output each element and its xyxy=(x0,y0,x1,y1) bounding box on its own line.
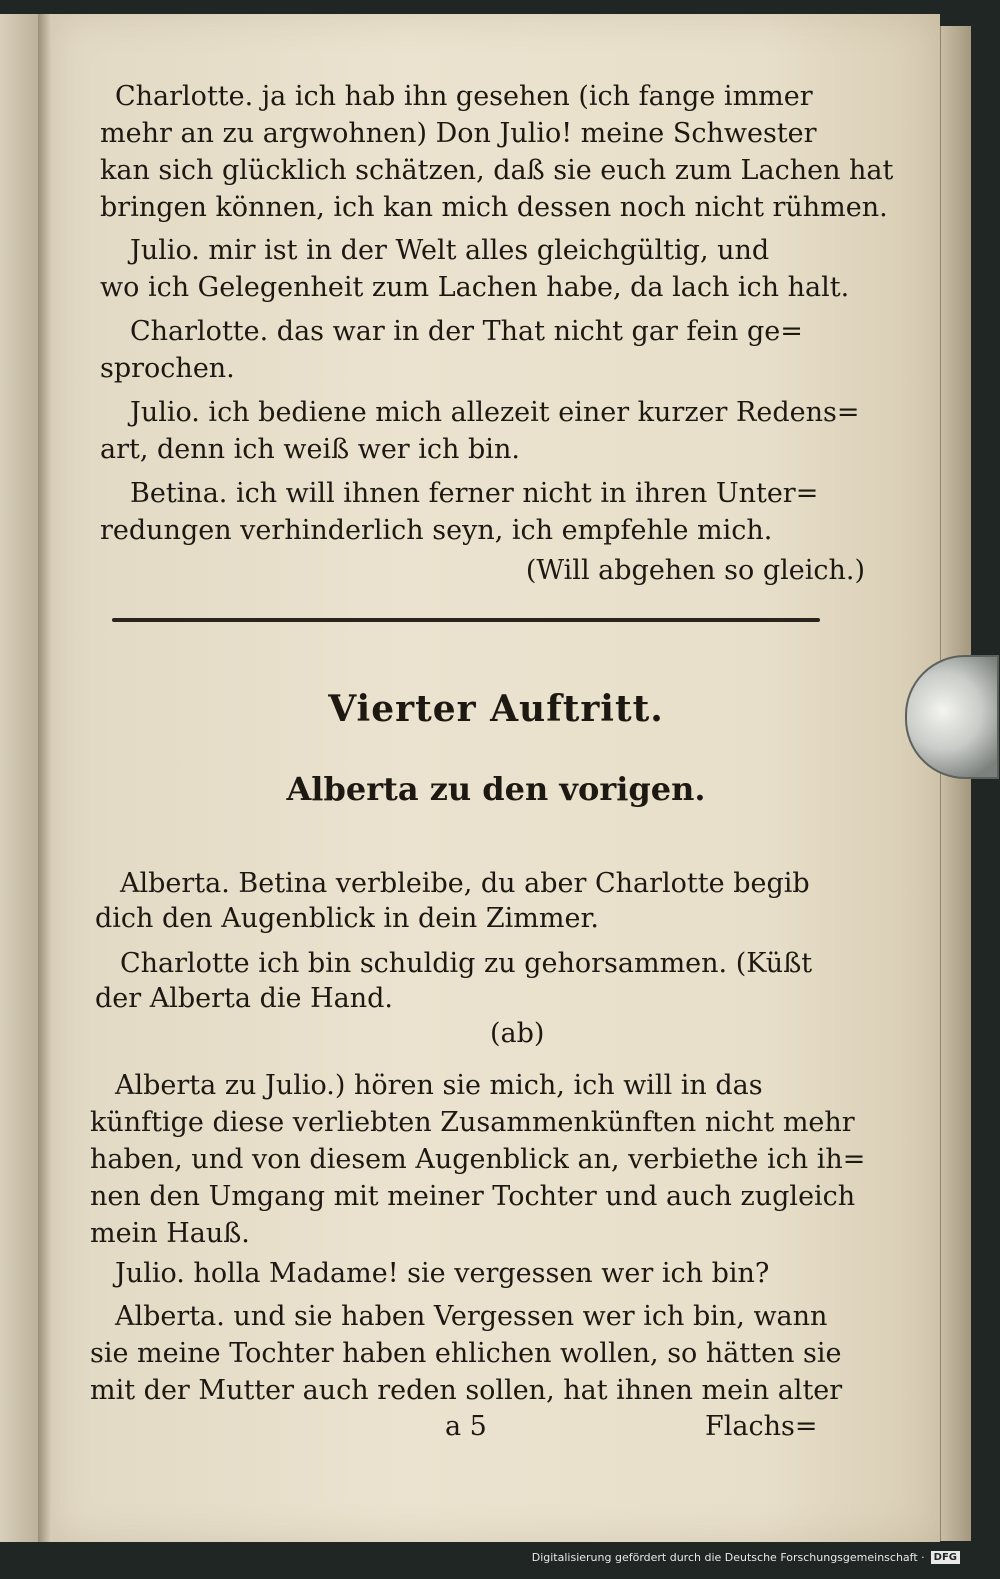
credit-text: Digitalisierung gefördert durch die Deutsche Forschungsgemeinschaft · xyxy=(531,1551,925,1564)
text-line: kan sich glücklich schätzen, daß sie euch zum Lachen hat xyxy=(100,155,894,186)
stage-direction: (ab) xyxy=(490,1018,545,1049)
scene-title: Vierter Auftritt. xyxy=(328,688,664,730)
text-line: Charlotte ich bin schuldig zu gehorsammen. (Küßt xyxy=(120,948,813,979)
text-line: Julio. holla Madame! sie vergessen wer ich bin? xyxy=(115,1258,770,1289)
text-line: der Alberta die Hand. xyxy=(95,983,393,1014)
text-line: mehr an zu argwohnen) Don Julio! meine Schwester xyxy=(100,118,817,149)
section-divider xyxy=(112,618,820,622)
text-line: Alberta. und sie haben Vergessen wer ich bin, wann xyxy=(115,1301,828,1332)
page-stack-edge xyxy=(940,26,971,1541)
book-gutter xyxy=(38,14,52,1542)
text-line: redungen verhinderlich seyn, ich empfehle mich. xyxy=(100,515,773,546)
text-line: Alberta. Betina verbleibe, du aber Charlotte begib xyxy=(120,868,810,899)
text-line: dich den Augenblick in dein Zimmer. xyxy=(95,903,599,934)
text-line: Betina. ich will ihnen ferner nicht in ihren Unter= xyxy=(130,478,819,509)
scene-subtitle: Alberta zu den vorigen. xyxy=(286,770,706,808)
text-line: Charlotte. das war in der That nicht gar fein ge= xyxy=(130,316,803,347)
text-line: bringen können, ich kan mich dessen noch nicht rühmen. xyxy=(100,192,888,223)
digitization-credit xyxy=(532,1551,960,1564)
text-line: nen den Umgang mit meiner Tochter und auch zugleich xyxy=(90,1181,856,1212)
text-line: mit der Mutter auch reden sollen, hat ihnen mein alter xyxy=(90,1375,843,1406)
signature-mark: a 5 xyxy=(445,1411,487,1442)
text-line: art, denn ich weiß wer ich bin. xyxy=(100,434,520,465)
text-line: Julio. mir ist in der Welt alles gleichgültig, und xyxy=(130,235,770,266)
text-line: Alberta zu Julio.) hören sie mich, ich will in das xyxy=(115,1070,763,1101)
text-line: wo ich Gelegenheit zum Lachen habe, da lach ich halt. xyxy=(100,272,850,303)
text-line: mein Hauß. xyxy=(90,1218,250,1249)
text-line: sie meine Tochter haben ehlichen wollen, so hätten sie xyxy=(90,1338,842,1369)
text-line: künftige diese verliebten Zusammenkünften nicht mehr xyxy=(90,1107,855,1138)
left-page-edge xyxy=(0,14,40,1542)
text-line: Julio. ich bediene mich allezeit einer kurzer Redens= xyxy=(130,397,860,428)
catchword: Flachs= xyxy=(705,1411,818,1442)
text-line: Charlotte. ja ich hab ihn gesehen (ich fange immer xyxy=(115,81,813,112)
text-line: sprochen. xyxy=(100,353,235,384)
text-line: haben, und von diesem Augenblick an, verbiethe ich ih= xyxy=(90,1144,866,1175)
stage-direction: (Will abgehen so gleich.) xyxy=(525,555,865,586)
dfg-logo-icon: DFG xyxy=(931,1551,960,1564)
